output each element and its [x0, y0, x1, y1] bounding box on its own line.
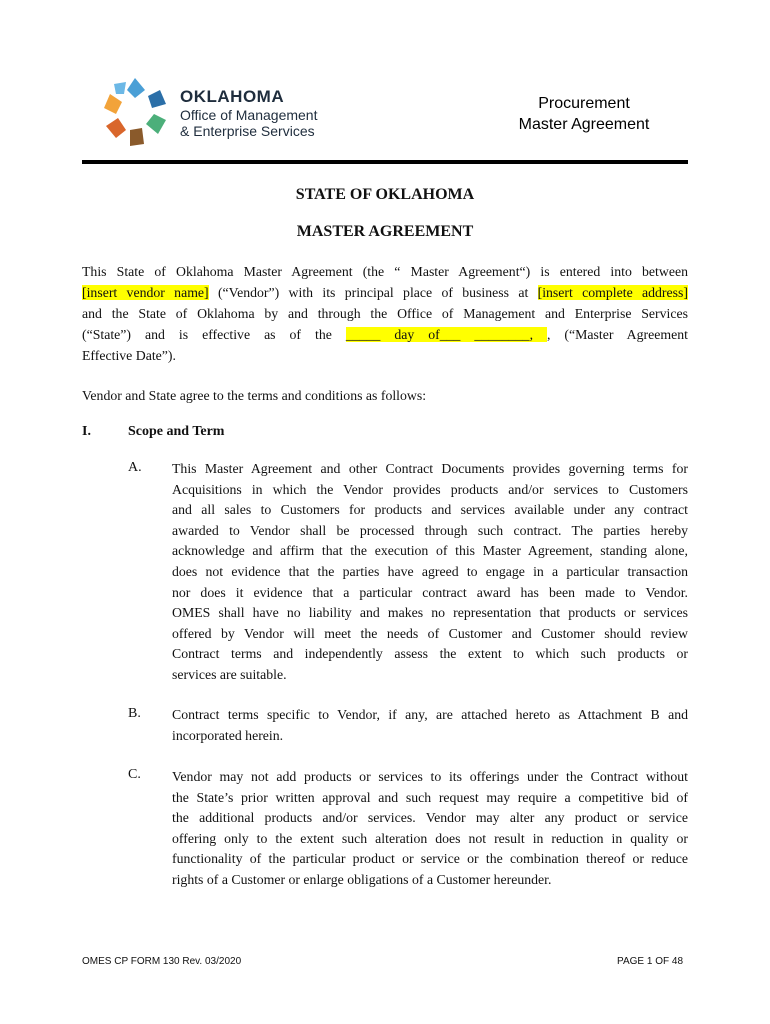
org-name-line3: & Enterprise Services: [180, 123, 315, 139]
item-c-line: the State’s prior written approval and such request may require a competitive bid of: [172, 789, 688, 805]
item-c-line: offering only to the extent such alteration does not result in reduction in quality or: [172, 830, 688, 846]
item-a-line: services are suitable.: [172, 666, 287, 682]
item-c-letter: C.: [128, 767, 141, 782]
item-a-line: This Master Agreement and other Contract Documents provides governing terms for: [172, 461, 688, 476]
item-c-body: [172, 767, 688, 891]
intro-line-4-start: (“State”) and is effective as of the: [82, 327, 346, 342]
org-name-line2: Office of Management: [180, 107, 318, 123]
org-name: [180, 87, 317, 139]
intro-line-3: and the State of Oklahoma by and through the Office of Management and Enterprise Services: [82, 306, 688, 321]
title-state: STATE OF OKLAHOMA: [295, 186, 475, 203]
footer-page-number: PAGE 1 OF 48: [617, 956, 683, 967]
item-b-letter: B.: [128, 706, 141, 721]
logo-petal-blue-top: [127, 78, 145, 98]
intro-line-4: [82, 324, 688, 345]
footer-form-number: OMES CP FORM 130 Rev. 03/2020: [82, 956, 242, 967]
item-b-body: [172, 705, 688, 746]
item-a-line: offered by Vendor will meet the needs of Customer and Customer should review: [172, 625, 688, 641]
vendor-address-field[interactable]: [insert complete address]: [537, 285, 688, 300]
logo-petal-blue-small: [114, 82, 126, 94]
logo-petal-gold-left: [104, 94, 122, 114]
intro-line-2-mid: (“Vendor”) with its principal place of business at: [208, 285, 538, 300]
item-c-line: Vendor may not add products or services to its offerings under the Contract without: [172, 769, 688, 784]
header-divider: [82, 160, 688, 164]
item-a-line: Acquisitions in which the Vendor provides products and/or services to Customers: [172, 481, 688, 497]
omes-star-logo: [100, 76, 170, 148]
effective-date-field[interactable]: _____ day of___ ________,: [345, 327, 547, 342]
item-a-line: and all sales to Customers for products and services available under any contract: [172, 502, 688, 518]
document-type: [480, 93, 688, 135]
section-number: I.: [82, 424, 91, 439]
item-b-line: incorporated herein.: [172, 727, 284, 743]
document-type-line2: Master Agreement: [518, 116, 650, 133]
item-a-line: nor does it evidence that a particular contract award has been made to Vendor.: [172, 584, 688, 600]
item-a-line: acknowledge and affirm that the execution of this Master Agreement, standing alone,: [172, 543, 688, 559]
intro-paragraph: [82, 261, 688, 366]
item-b-line: Contract terms specific to Vendor, if any, are attached hereto as Attachment B and: [172, 707, 688, 722]
item-a-line: does not evidence that the parties have agreed to engage in a particular transaction: [172, 563, 688, 579]
document-type-line1: Procurement: [538, 95, 630, 112]
logo-petal-green-right: [146, 114, 166, 134]
item-c-line: the additional products and/or services. Vendor may alter any product or service: [172, 810, 688, 826]
item-c-line: functionality of the particular product or service or the combination thereof or reduce: [172, 851, 688, 867]
section-title: Scope and Term: [128, 424, 225, 439]
logo-center: [128, 106, 142, 120]
agreement-statement-text: Vendor and State agree to the terms and conditions as follows:: [82, 388, 427, 403]
logo-petal-blue-right: [148, 90, 166, 108]
org-name-line1: OKLAHOMA: [180, 87, 285, 106]
logo-petal-orange-bottom: [106, 118, 126, 138]
item-a-letter: A.: [128, 460, 142, 475]
intro-line-5: Effective Date”).: [82, 348, 176, 363]
item-c-line: rights of a Customer or enlarge obligations of a Customer hereunder.: [172, 871, 552, 887]
item-a-line: Contract terms and independently assess the extent to which such products or: [172, 646, 688, 662]
intro-line-1: This State of Oklahoma Master Agreement (the “ Master Agreement“) is entered into between: [82, 264, 688, 279]
intro-line-2: [82, 282, 688, 303]
item-a-line: awarded to Vendor shall be processed through such contract. The parties hereby: [172, 522, 688, 538]
item-a-line: OMES shall have no liability and makes no representation that products or services: [172, 605, 688, 621]
title-master-agreement: MASTER AGREEMENT: [296, 223, 474, 240]
intro-line-4-end: , (“Master Agreement: [547, 327, 688, 342]
vendor-name-field[interactable]: [insert vendor name]: [82, 285, 209, 300]
agreement-statement: [82, 385, 688, 406]
logo-petal-brown-bottom: [130, 128, 144, 146]
item-a-body: [172, 459, 688, 686]
